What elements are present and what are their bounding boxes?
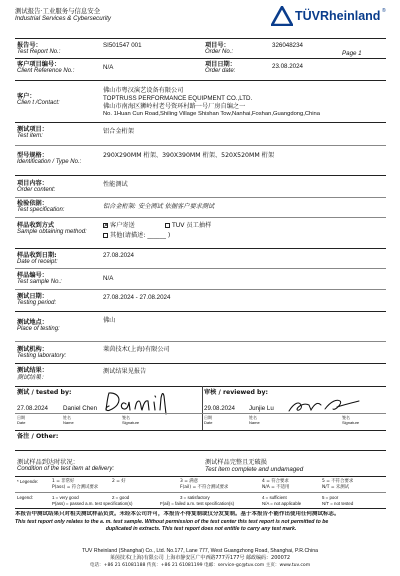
type-no-value: 290X290MM 桁架、390X390MM 桁架、520X520MM 桁架 (103, 152, 275, 159)
reviewed-col-name-en: Name (249, 420, 260, 425)
item-no-label-en: Order No.: (205, 49, 234, 55)
client-label-en: Clien t /Contact: (17, 100, 60, 106)
sampling-option-client-label: 客户寄送 (110, 222, 135, 229)
item-no-label-zh: 项目号： (205, 42, 230, 49)
disclaimer-en-1: This test report only relates to the a. m. test sample. Without permission of the test center this test report is not permitted to be (15, 519, 329, 525)
sample-no-label-zh: 样品编号： (17, 272, 48, 279)
legend-r1-c5: 5 = 不符合要求 (322, 479, 354, 484)
tested-by-label: 测试 / tested by: (17, 389, 72, 396)
sampling-option-other-label: 其他(请描述: ______ ) (110, 232, 171, 239)
testing-period-value: 27.08.2024 - 27.08.2024 (103, 294, 171, 301)
test-item-label-zh: 测试项目： (17, 126, 48, 133)
tested-col-sig-zh: 签名 (122, 415, 130, 420)
sampling-label-zh: 样品收到方式 (17, 222, 55, 229)
footer-contact: 电话：+86 21 61081188 传真：+86 21 61081199 电邮：service-gc@tuv.com 主页：www.tuv.com (89, 563, 311, 568)
legend-label-zh: * Legende: (17, 479, 39, 484)
lab-label-en: Testing laboratory: (17, 353, 67, 359)
tested-col-name-en: Name (63, 420, 74, 425)
page-number: Page 1 (342, 50, 362, 57)
legend-r3-c4: 4 = sufficient (262, 495, 287, 500)
receipt-date-label-en: Date of receipt: (17, 259, 58, 265)
lab-label-zh: 测试机构： (17, 346, 48, 353)
legend-r3-c1: 1 = very good (52, 495, 79, 500)
sampling-option-tuv[interactable] (165, 222, 211, 229)
department-title-en: Industrial Services & Cybersecurity (15, 15, 111, 22)
triangle-logo-icon (271, 6, 293, 26)
results-label-zh: 测试结果： (17, 367, 48, 374)
legend-r4-c2: F(ail) = failed a.m. test specification(s) (160, 501, 235, 506)
tested-col-name-zh: 姓名 (63, 415, 71, 420)
lab-value: 莱茵技术(上海)有限公司 (103, 346, 170, 353)
tested-col-sig-en: Signature (122, 420, 140, 425)
disclaimer-zh: 本报告中测试结果只对相关测试样品负责。未经本公司许可，本报告不得复制或仅分发复制。基于本报告不能作出使用任何测试标志。 (15, 511, 340, 517)
condition-value-en: Test item complete and undamaged (205, 466, 304, 473)
place-label-zh: 测试地点： (17, 319, 48, 326)
receipt-date-value: 27.08.2024 (103, 252, 134, 259)
reviewed-date: 29.08.2024 (204, 405, 235, 412)
condition-label-zh: 测试样品到达时状况： (17, 459, 79, 466)
legend-r4-c1: P(ass) = passed a.m. test specification(s) (52, 501, 133, 506)
legend-r3-c5: 5 = poor (322, 495, 339, 500)
brand-registered-mark: ® (382, 8, 386, 14)
tested-name: Daniel Chen (63, 405, 98, 412)
legend-r1-c1: 1 = 非常好 (52, 479, 75, 484)
legend-r1-c2: 2 = 好 (112, 479, 126, 484)
test-spec-label-en: Test specification: (17, 207, 65, 213)
footer-address-zh: 莱茵技术(上海)有限公司 上海市静安区广中西路777弄177号 邮政编码：200072 (109, 555, 291, 561)
place-value: 佛山 (103, 317, 116, 324)
reviewed-col-sig-zh: 签名 (342, 415, 350, 420)
tested-col-date-en: Date (17, 420, 26, 425)
legend-r1-c4: 4 = 符合要求 (262, 479, 289, 484)
test-spec-value: 铝合金桁架: 安全测试 依据客户要求测试 (103, 203, 215, 210)
client-ref-label-en: Client Reference No.: (17, 68, 75, 74)
footer-address-en: TUV Rheinland (Shanghai) Co., Ltd. No.177, Lane 777, West Guangzhong Road, Shanghai, P.R.China (82, 548, 318, 554)
tested-date: 27.08.2024 (17, 405, 48, 412)
legend-label-en: Legend: (17, 495, 33, 500)
legend-r3-c3: 3 = satisfactory (180, 495, 210, 500)
reviewed-col-date-zh: 日期 (204, 415, 212, 420)
checkbox-checked-icon[interactable] (103, 223, 108, 228)
reviewed-name: Junjie Lu (249, 405, 274, 412)
condition-label-en: Condition of the test item at delivery: (17, 466, 115, 472)
order-date-label-en: Order date: (205, 68, 236, 74)
order-content-label-en: Order content: (17, 187, 56, 193)
legend-r2-c3: N/A = 不适用 (262, 485, 290, 490)
tuv-logo (271, 5, 389, 27)
legend-r4-c3: N/A = not applicable (262, 501, 302, 506)
client-name-en: TOPTRUSS PERFORMANCE EQUIPMENT CO.,LTD. (103, 95, 253, 102)
test-item-value: 铝合金桁架 (103, 128, 134, 135)
report-no-value: SI501547 001 (103, 42, 142, 49)
checkbox-icon[interactable] (103, 233, 108, 238)
sample-no-label-en: Test sample No.: (17, 279, 62, 285)
client-ref-label-zh: 客户项目编号： (17, 61, 61, 68)
sampling-option-client[interactable] (103, 222, 135, 229)
other-label: 备注 / Other: (17, 433, 59, 440)
sampling-label-en: Sample obtaining method: (17, 229, 87, 235)
client-name-zh: 佛山市粤汉演艺设备有限公司 (103, 87, 184, 94)
legend-r1-c3: 3 = 满意 (180, 479, 199, 484)
report-no-label-en: Test Report No.: (17, 49, 61, 55)
order-content-value: 性能测试 (103, 181, 128, 188)
results-value: 测试结果见报告 (103, 368, 147, 375)
sampling-option-tuv-label: TUV 员工抽样 (172, 222, 212, 229)
legend-r2-c1: P(ass) = 符合测试要求 (52, 485, 99, 490)
order-content-label-zh: 项目内容： (17, 180, 48, 187)
order-date-value: 23.08.2024 (272, 63, 303, 70)
testing-period-label-zh: 测试日期： (17, 293, 48, 300)
department-title-zh: 测试报告·工业服务与信息安全 (15, 7, 101, 15)
tested-col-date-zh: 日期 (17, 415, 25, 420)
legend-r2-c2: F(ail) = 不符合测试要求 (180, 485, 229, 490)
order-date-label-zh: 项目日期： (205, 61, 236, 68)
legend-r3-c2: 2 = good (112, 495, 130, 500)
client-address-en: No. 1Huan Cun Road,Shiling Village Shishan Tow,Nanhai,Foshan,Guangdong,China (103, 111, 320, 117)
client-ref-value: N/A (103, 64, 114, 71)
reviewed-by-label: 审核 / reviewed by: (204, 389, 268, 396)
sample-no-value: N/A (103, 275, 114, 282)
checkbox-icon[interactable] (165, 223, 170, 228)
testing-period-label-en: Testing period: (17, 300, 57, 306)
disclaimer-en-2: duplicated in extracts. This test report does not entitle to carry any test mark. (105, 526, 297, 532)
report-no-label-zh: 报告号： (17, 42, 42, 49)
sampling-option-other[interactable] (103, 232, 170, 239)
legend-r4-c4: N/T = not tested (322, 501, 354, 506)
results-label-en: 测试结果： (17, 374, 48, 381)
place-label-en: Place of testing: (17, 326, 60, 332)
type-no-label-zh: 型号规格： (17, 152, 48, 159)
condition-value-zh: 测试样品完整且无破损 (205, 459, 267, 466)
reviewed-col-date-en: Date (204, 420, 213, 425)
test-spec-label-zh: 检验依据： (17, 200, 48, 207)
client-label-zh: 客户： (17, 93, 36, 100)
test-item-label-en: Test item: (17, 133, 43, 139)
client-address-zh: 佛山市南海区狮岭村老号资环村路一号厂房自编之一 (103, 103, 246, 110)
legend-r2-c4: N/T = 未测试 (322, 485, 350, 490)
reviewed-col-sig-en: Signature (342, 420, 360, 425)
brand-name: TÜVRheinland (295, 9, 381, 23)
item-no-value: 326048234 (272, 42, 303, 49)
reviewed-col-name-zh: 姓名 (249, 415, 257, 420)
receipt-date-label-zh: 样品收到日期: (17, 252, 57, 259)
type-no-label-en: Identification / Type No.: (17, 159, 82, 165)
